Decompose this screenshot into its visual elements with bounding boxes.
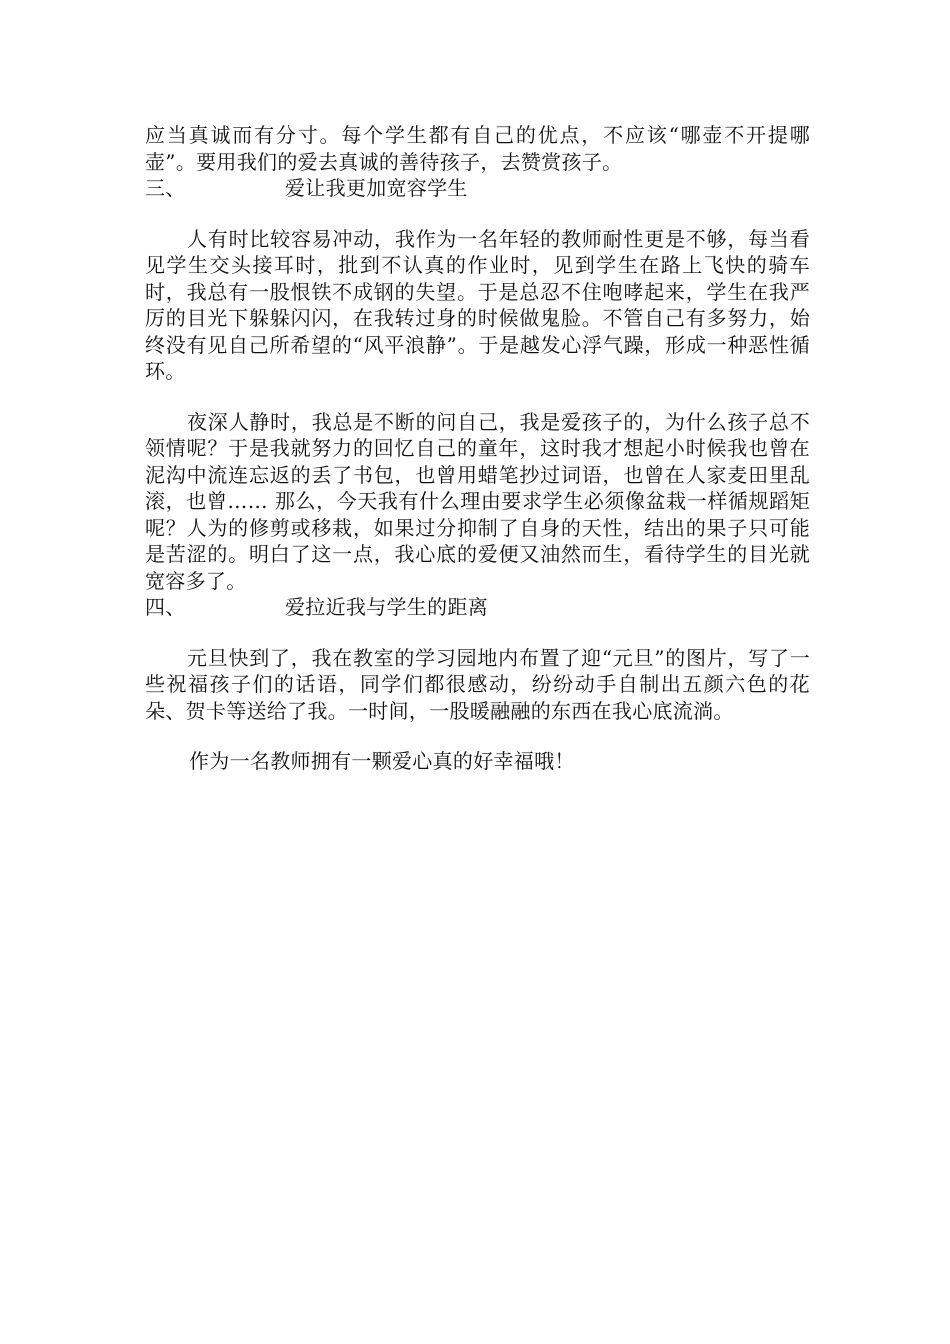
closing-sentence: 作为一名教师拥有一颗爱心真的好幸福哦！ [189, 749, 575, 773]
section-3-title: 爱让我更加宽容学生 [285, 176, 468, 200]
section-4-title: 爱拉近我与学生的距离 [285, 595, 488, 619]
section-4-number: 四、 [145, 595, 186, 619]
intro-paragraph: 应当真诚而有分寸。每个学生都有自己的优点，不应该“哪壶不开提哪壶”。要用我们的爱去真诚的善待孩子，去赞赏孩子。 [145, 123, 810, 174]
section-3-heading [145, 175, 810, 202]
section-3-number: 三、 [145, 176, 186, 200]
section-3-paragraph-1: 人有时比较容易冲动，我作为一名年轻的教师耐性更是不够，每当看见学生交头接耳时，批到不认真的作业时，见到学生在路上飞快的骑车时，我总有一股恨铁不成钢的失望。于是总忍不住咆哮起来，学生在我严厉的目光下躲躲闪闪，在我转过身的时候做鬼脸。不管自己有多努力，始终没有见自己所希望的“风平浪静”。于是越发心浮气躁，形成一种恶性循环。 [145, 226, 810, 383]
document-body [145, 122, 810, 775]
section-3-paragraph-2: 夜深人静时，我总是不断的问自己，我是爱孩子的，为什么孩子总不领情呢？于是我就努力的回忆自己的童年，这时我才想起小时候我也曾在泥沟中流连忘返的丢了书包，也曾用蜡笔抄过词语，也曾在人家麦田里乱滚，也曾…… 那么，今天我有什么理由要求学生必须像盆栽一样循规蹈矩呢？人为的修剪或移栽，如果过分抑制了自身的天性，结出的果子只可能是苦涩的。明白了这一点，我心底的爱便又油然而生，看待学生的目光就宽容多了。 [145, 409, 810, 593]
section-4-heading [145, 594, 810, 621]
section-4-paragraph-1: 元旦快到了，我在教室的学习园地内布置了迎“元旦”的图片，写了一些祝福孩子们的话语，同学们都很感动，纷纷动手自制出五颜六色的花朵、贺卡等送给了我。一时间，一股暖融融的东西在我心底流淌。 [145, 645, 810, 723]
